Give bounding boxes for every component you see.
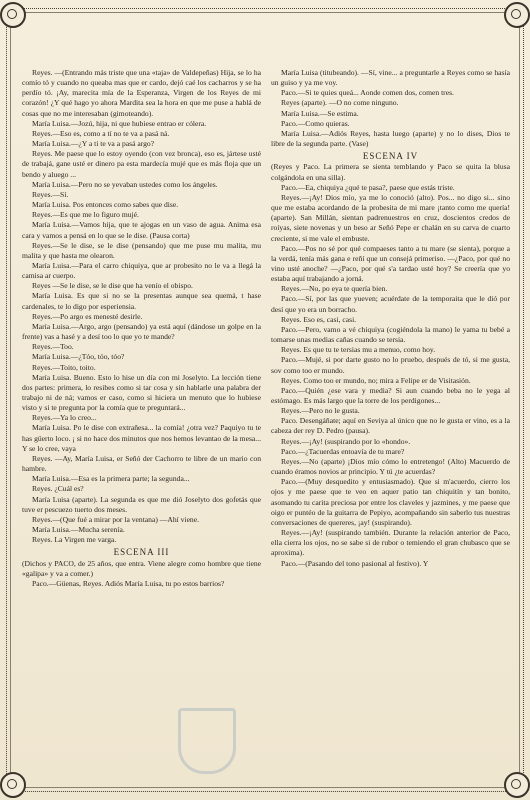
dialogue-line: Paco.—¿Tacuerdas entoavía de tu mare?	[281, 446, 405, 456]
left-column	[22, 68, 261, 786]
dialogue-line: Paco.—Quién ¿ese vara y media? Si aun cuando beba no le yega al estómago. Es más largo que la torre de los perdigones...	[271, 385, 510, 405]
dialogue-line: Reyes. Eso es, casi, casi.	[281, 314, 357, 324]
dialogue-line: Paco.—Sí, por las que yueven; acuérdate de la temporaita que le dió por desí que yo era un borracho.	[271, 294, 510, 314]
dialogue-line: María Luisa.—Mucha serenía.	[32, 525, 125, 535]
dialogue-line: María Luisa.—Argo, argo (pensando) ya está aquí (dándose un golpe en la frente) vas a hasé y a desí too lo que yo te mande?	[22, 321, 261, 342]
dialogue-line: María Luisa.—¿Y a ti te va a pasá argo?	[32, 139, 155, 149]
dialogue-line: María Luisa (titubeando). —Sí, vine... a preguntarle a Reyes como se hasía un guiso y ya me voy.	[271, 68, 510, 88]
dialogue-line: Reyes.—¡Ay! Dios mío, ya me lo conoció (alto). Pos... no digo si... sino que me estaba acordando de la probesita de mi mare ¡tanto como me quería! (aparte). San Millán, sientan padrenuestros en cruz, doscientos credos de roíyas, siete novenas y un beso ar Señó Pepe er chalán en su carva de cuarto creciente, si me vale el embuste.	[271, 192, 510, 243]
dialogue-line: Reyes. La Virgen me varga.	[32, 535, 117, 545]
dialogue-line: Paco.—Como quieras.	[281, 118, 350, 128]
dialogue-line: Reyes.—No (aparte) ¡Dios mío cómo lo entretengo! (Alto) Macuerdo de cuando éramos novios ar principio. Y tú ¿te acuerdas?	[271, 456, 510, 477]
dialogue-line: Reyes. Como too er mundo, no; mira a Felipe er de Visitasión.	[281, 375, 471, 385]
dialogue-line: Paco.—(Muy desquedito y entusiasmado). Que si m'acuerdo, cierro los ojos y me paese que te veo en aquer patio tan chiquitín y tan bonito, asomando tu carita preciosa por entre los claveles y jazmines, y me paese que oigo er puntéo de la guitarra de Pepiyo, acompañando sin saberlo tus nuestras conversaciones de quereres, ¡ay! (suspirando).	[271, 477, 510, 527]
dialogue-line: Paco.—Güenas, Reyes. Adiós María Luisa, tu po estos barrios?	[32, 578, 225, 588]
dialogue-line: María Luisa.—Vamos hija, que te ajogas en un vaso de agua. Anima esa cara y vamos a pensá en lo que se le dise. (Pausa corta)	[22, 220, 261, 240]
dialogue-line: María Luisa. Pos entonces como sabes que dise.	[32, 200, 179, 210]
dialogue-line: Reyes.—Eso es, como a tí no te va a pasá ná.	[32, 128, 170, 138]
dialogue-line: María Luisa.—Para el carro chiquiya, que ar probesito no le va a llegá la camisa ar cuerpo.	[22, 260, 261, 281]
dialogue-line: María Luisa. Po le dise con extrañesa... la comía! ¿otra vez? Paquiyo tu te has güerto loco. ¡ si no hace dos minutos que nos hemos levantao de la mesa... Y se lo cree, vaya	[22, 423, 261, 453]
text-columns	[22, 68, 510, 786]
dialogue-line: Reyes —Se le dise, se le dise que ha venío el obispo.	[32, 281, 193, 291]
dialogue-line: María Luisa.—Jozú, hija, ni que hubiese entrao er cólera.	[32, 118, 207, 128]
dialogue-line: Reyes. ¿Cuál es?	[32, 484, 84, 494]
dialogue-line: Reyes.—No, po eya te quería bien.	[281, 284, 388, 294]
dialogue-line: Reyes.—Se le dise, se le dise (pensando) que me puse mu malita, mu malita y que hasta me olearon.	[22, 240, 261, 260]
dialogue-line: Reyes.—Pero no le gusta.	[281, 406, 360, 416]
dialogue-line: Reyes. —(Entrando más triste que una «taja» de Valdepeñas) Hija, se lo ha comío tó y cuando no queaba mas que er cardo, dejó caé los cacharros y se ha perdío tó. ¡Ay, marecita mía de la Esperanza, Virgen de los Reyes de mi corazón! ¿Y qué hago yo ahora Mardita sea la hora en que me puse a hablá de cosas que no me interesaban (gimoteando).	[22, 68, 261, 118]
dialogue-line: María Luisa.—¿Tóo, tóo, tóo?	[32, 352, 125, 362]
stage-direction: (Reyes y Paco. La primera se sienta temblando y Paco se quita la blusa colgándola en una silla).	[271, 162, 510, 182]
dialogue-line: Reyes. Me paese que lo estoy oyendo (con vez bronca), eso es, jártese usté de trabajá, gane usté er dinero pa esta mardecía mujé que es más floja que un bendo y aluego ...	[22, 149, 261, 179]
dialogue-line: Reyes. —Ay, María Luisa, er Señó der Cachorro te libre de un mario con hambre.	[22, 453, 261, 474]
corner-ornament-icon	[0, 2, 26, 28]
scene-heading: ESCENA IV	[362, 151, 419, 162]
dialogue-line: Reyes.—Po argo es menesté desirle.	[32, 311, 143, 321]
dialogue-line: Paco. Desengáñate; aquí en Seviya al único que no le gusta er vino, es a la cabeza der rey D. Pedro (pausa).	[271, 416, 510, 436]
corner-ornament-icon	[504, 2, 530, 28]
dialogue-line: Paco.—Si te quies queá... Aonde comen dos, comen tres.	[281, 88, 454, 98]
dialogue-line: María Luisa. Es que si no se la presentas aunque sea quemá, t hase cardenales, te lo digo por esperiensia.	[22, 291, 261, 311]
dialogue-line: Paco.—Mujé, si por darte gusto no lo pruebo, después de tó, si me gusta, sov como too er mundo.	[271, 355, 510, 375]
right-column	[271, 68, 510, 786]
dialogue-line: Reyes.—Sí.	[32, 189, 69, 199]
dialogue-line: Paco.—Pero, vamo a vé chiquiya (cogiéndola la mano) le yama tu bebé a tomarse unas medias cañas cuando se tersia.	[271, 324, 510, 345]
dialogue-line: Reyes.—Too.	[32, 342, 74, 352]
dialogue-line: Reyes. Es que tu te tersias mu a menuo, como hoy.	[281, 345, 436, 355]
dialogue-line: María Luisa. Bueno. Esto lo hise un día con mi Joselyto. La lección tiene dos partes: primera, lo resibes como si tar cosa y sin hablarle una palabra der trabajo ni de ná; vamos er caso, como si hiciera un menuto que lo hubiese visto y si te pregunta por la comía que te preguntará...	[22, 372, 261, 413]
dialogue-line: Paco.—(Pasando del tono pasional al festivo). Y	[281, 558, 429, 568]
dialogue-line: Reyes.—Es que me lo figuro mujé.	[32, 210, 139, 220]
dialogue-line: María Luisa.—Se estima.	[281, 108, 359, 118]
dialogue-line: Reyes.—Toito, toito.	[32, 362, 96, 372]
dialogue-line: Reyes (aparte). —O no come ninguno.	[281, 98, 399, 108]
dialogue-line: Paco.—Ea, chiquiya ¿qué te pasa?, paese que estás triste.	[281, 182, 455, 192]
dialogue-line: María Luisa.—Pero no se yevaban ustedes como los ángeles.	[32, 179, 218, 189]
scene-heading: ESCENA III	[113, 547, 170, 558]
dialogue-line: María Luisa.—Esa es la primera parte; la segunda...	[32, 474, 190, 484]
dialogue-line: Paco.—Pos no sé por qué compaeses tanto a tu mare (se sienta), porque a la verdá, tenía más gana e reñí que un consejá primeriso. —¿Paco, por qué no vino usté anoche? —¿Paco, por qué s'a tardao usté hoy? Se creería que yo estaba aquí trabajando a jorná.	[271, 243, 510, 284]
dialogue-line: María Luisa (aparte). La segunda es que me dió Joselyto dos gofetás que tuve er pescuezo tuerto dos meses.	[22, 494, 261, 514]
dialogue-line: Reyes.—(Que fué a mirar por la ventana) —Ahí viene.	[32, 514, 199, 524]
dialogue-line: Reyes.—Ya lo creo...	[32, 413, 97, 423]
dialogue-line: María Luisa.—Adiós Reyes, hasta luego (aparte) y no lo dises, Dios te libre de la segunda parte. (Vase)	[271, 128, 510, 149]
dialogue-line: Reyes.—¡Ay! (suspirando también. Durante la relación anterior de Paco, ella cierra los ojos, no se sabe si de rubor o temiendo el gran chubasco que se aproxima).	[271, 528, 510, 558]
stage-direction: (Dichos y PACO, de 25 años, que entra. Viene alegre como hombre que tiene «galipa» y va a comer.)	[22, 558, 261, 578]
dialogue-line: Reyes.—¡Ay! (suspirando por lo «hondo».	[281, 436, 411, 446]
